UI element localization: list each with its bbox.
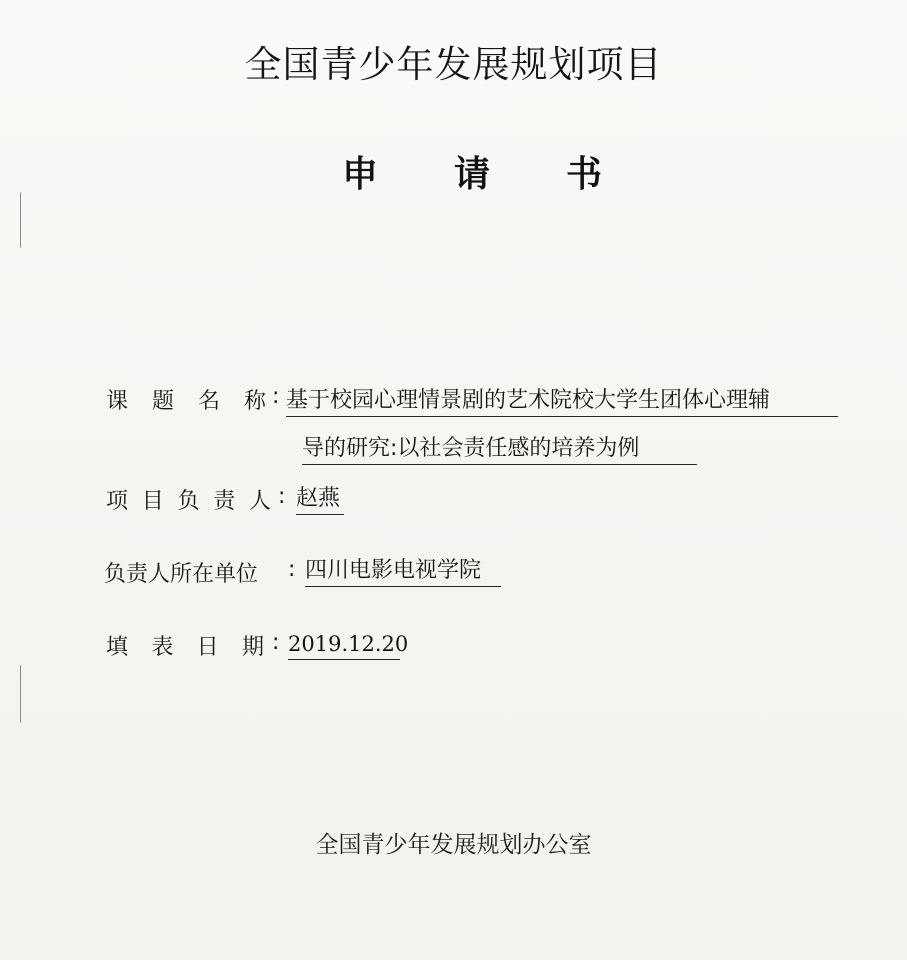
topic-label-char: 称 <box>243 389 266 414</box>
form-title-char: 申 <box>342 154 379 195</box>
binding-mark-top <box>20 192 24 248</box>
header-title: 全国青少年发展规划项目 <box>244 43 663 86</box>
date-label-char: 日 <box>196 635 219 660</box>
date-value: 2019.12.20 <box>288 631 400 660</box>
leader-label-char: 项 <box>106 489 129 514</box>
leader-label <box>106 484 271 515</box>
binding-mark-bottom <box>20 665 24 723</box>
date-label-char: 期 <box>241 635 264 660</box>
topic-value-line1: 基于校园心理情景剧的艺术院校大学生团体心理辅 <box>286 388 838 417</box>
topic-label-char: 课 <box>106 389 129 414</box>
topic-label-char: 名 <box>197 389 220 414</box>
leader-label-char: 目 <box>141 489 164 514</box>
date-label-char: 填 <box>106 635 129 660</box>
footer-office: 全国青少年发展规划办公室 <box>315 832 592 858</box>
topic-colon: : <box>272 384 280 409</box>
leader-value: 赵燕 <box>296 486 344 515</box>
leader-label-char: 责 <box>213 489 236 514</box>
unit-value: 四川电影电视学院 <box>305 558 501 587</box>
form-title <box>342 146 602 197</box>
form-title-char: 请 <box>453 154 490 195</box>
leader-colon: : <box>278 484 286 509</box>
date-colon: : <box>272 630 280 655</box>
topic-value-line2: 导的研究:以社会责任感的培养为例 <box>302 436 697 465</box>
unit-colon: : <box>288 557 296 582</box>
date-label <box>106 630 264 661</box>
unit-label: 负责人所在单位 <box>104 562 259 587</box>
topic-label-char: 题 <box>151 389 174 414</box>
topic-label <box>106 384 266 415</box>
leader-label-char: 负 <box>177 489 200 514</box>
date-label-char: 表 <box>151 635 174 660</box>
leader-label-char: 人 <box>248 489 271 514</box>
form-title-char: 书 <box>565 154 602 195</box>
